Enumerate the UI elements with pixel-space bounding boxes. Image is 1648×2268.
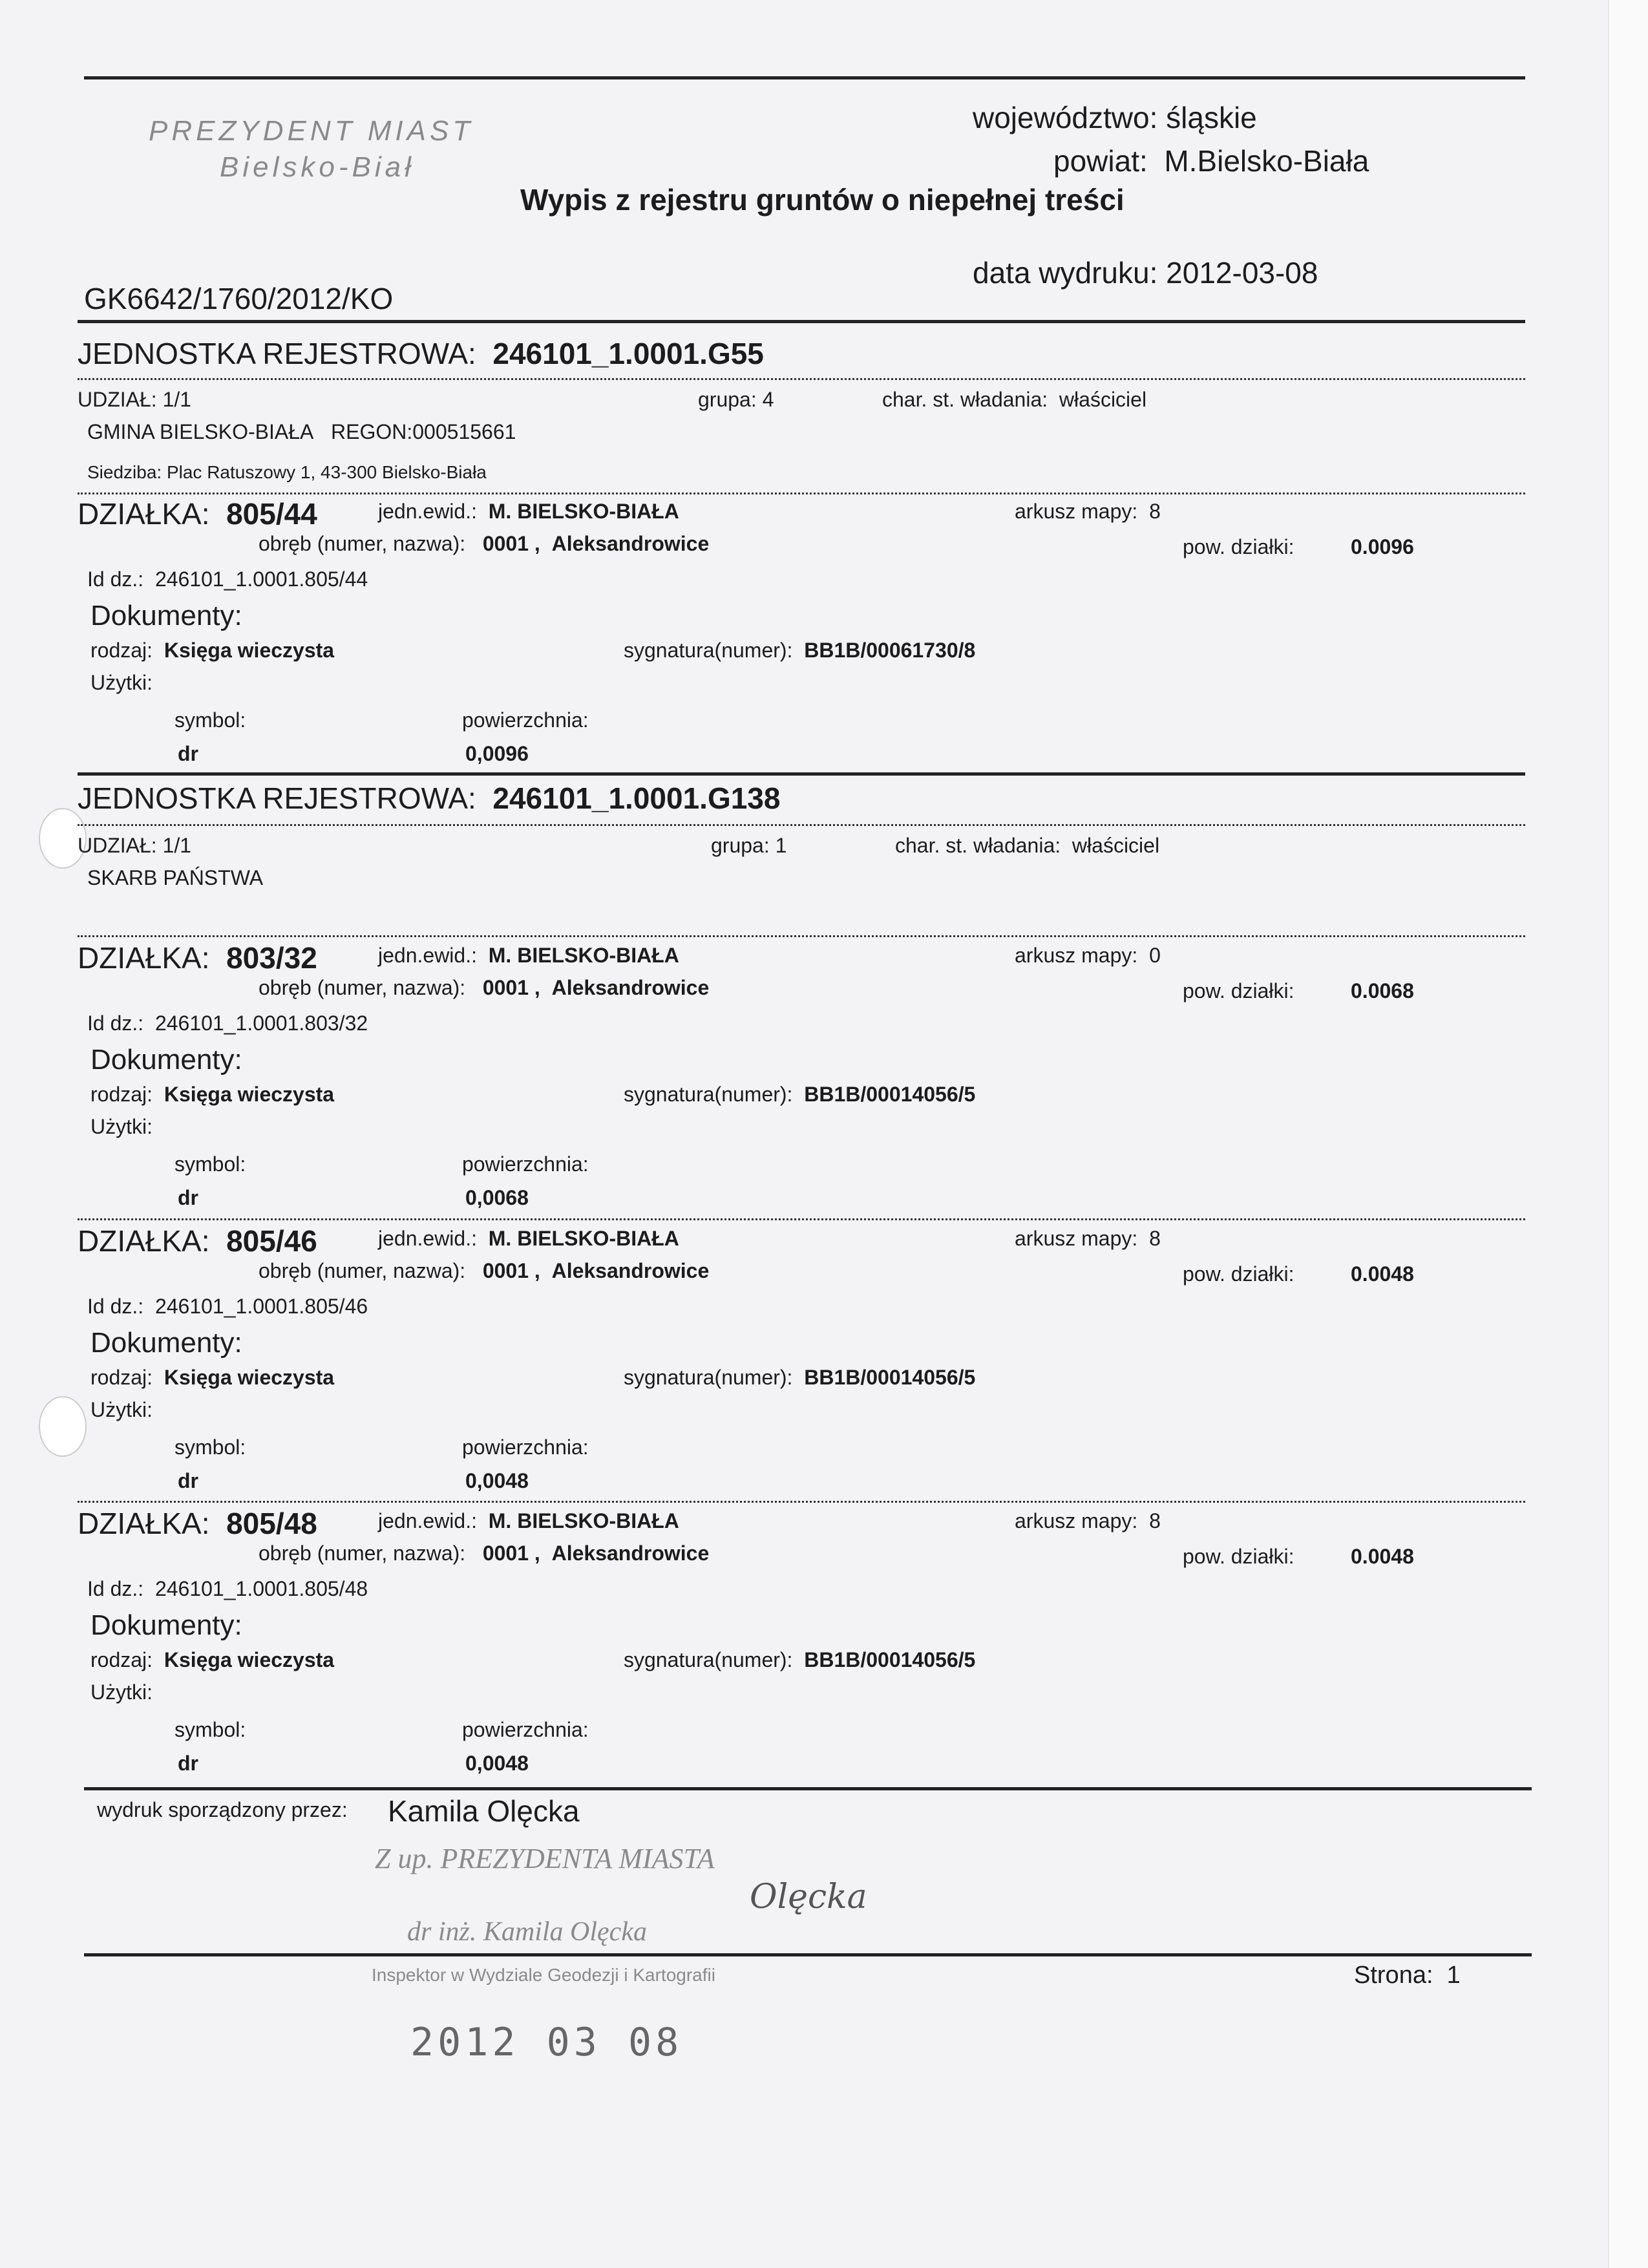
pow-dzialki: pow. działki:: [1183, 1262, 1294, 1286]
symbol-value: dr: [178, 1752, 198, 1775]
document-title: Wypis z rejestru gruntów o niepełnej treści: [520, 183, 1125, 217]
powierzchnia-value: 0,0048: [465, 1752, 529, 1775]
pow-dzialki-value: 0.0096: [1351, 535, 1414, 558]
document-signature: GK6642/1760/2012/KO: [84, 282, 394, 315]
arkusz-mapy: arkusz mapy: 8: [1015, 500, 1161, 523]
grupa: grupa: 4: [698, 388, 774, 411]
id-dzialki: Id dz.: 246101_1.0001.803/32: [87, 1012, 368, 1035]
powierzchnia-value: 0,0048: [465, 1469, 529, 1492]
dokumenty-heading: Dokumenty:: [90, 1044, 242, 1076]
powierzchnia-value: 0,0096: [465, 742, 529, 765]
footer-rule: [84, 1787, 1532, 1790]
dzialka-number: DZIAŁKA: 805/46: [78, 1224, 317, 1258]
powierzchnia-label: powierzchnia:: [462, 1152, 589, 1176]
rodzaj: rodzaj: Księga wieczysta: [90, 1648, 335, 1671]
dotted-divider: [78, 378, 1525, 380]
symbol-value: dr: [178, 1186, 198, 1209]
dzialka-number: DZIAŁKA: 805/48: [78, 1507, 317, 1540]
symbol-value: dr: [178, 1469, 198, 1492]
pow-dzialki-value: 0.0048: [1351, 1545, 1414, 1568]
arkusz-mapy: arkusz mapy: 8: [1015, 1227, 1161, 1250]
top-rule: [84, 76, 1525, 79]
id-dzialki: Id dz.: 246101_1.0001.805/46: [87, 1295, 368, 1318]
stamp-name: dr inż. Kamila Olęcka: [407, 1917, 647, 1947]
handwritten-signature: Olęcka: [750, 1878, 867, 1916]
powierzchnia-label: powierzchnia:: [462, 1718, 589, 1741]
obreb: obręb (numer, nazwa): 0001 , Aleksandrowice: [259, 1542, 710, 1565]
owner: GMINA BIELSKO-BIAŁA REGON:000515661: [87, 420, 516, 443]
owner: SKARB PAŃSTWA: [87, 866, 264, 889]
jedn-ewid: jedn.ewid.: M. BIELSKO-BIAŁA: [378, 500, 679, 523]
date-stamp: 2012 03 08: [410, 2020, 683, 2065]
pow-dzialki-value: 0.0048: [1351, 1262, 1414, 1286]
faded-stamp-line1: PREZYDENT MIAST: [149, 115, 474, 147]
udzial: UDZIAŁ: 1/1: [78, 834, 192, 857]
sygnatura: sygnatura(numer): BB1B/00014056/5: [624, 1366, 976, 1389]
powierzchnia-value: 0,0068: [465, 1186, 529, 1209]
rodzaj: rodzaj: Księga wieczysta: [90, 1083, 335, 1106]
powiat: powiat: M.Bielsko-Biała: [1053, 144, 1369, 178]
uzytki-heading: Użytki:: [90, 1680, 153, 1704]
wojewodztwo: województwo: śląskie: [973, 101, 1257, 134]
authorization-stamp: Z up. PREZYDENTA MIASTA: [375, 1843, 715, 1874]
udzial: UDZIAŁ: 1/1: [78, 388, 192, 411]
symbol-label: symbol:: [174, 1436, 246, 1459]
powierzchnia-label: powierzchnia:: [462, 1436, 589, 1459]
symbol-label: symbol:: [174, 708, 246, 732]
symbol-label: symbol:: [174, 1718, 246, 1741]
uzytki-heading: Użytki:: [90, 1115, 153, 1138]
stamp-title: Inspektor w Wydziale Geodezji i Kartografii: [372, 1965, 715, 1985]
page-number: Strona: 1: [1354, 1962, 1461, 1989]
uzytki-heading: Użytki:: [90, 1398, 153, 1421]
prepared-by-label: wydruk sporządzony przez:: [97, 1798, 348, 1821]
page-edge: [1608, 0, 1648, 2268]
dokumenty-heading: Dokumenty:: [90, 1327, 242, 1359]
rodzaj: rodzaj: Księga wieczysta: [90, 1366, 335, 1389]
rodzaj: rodzaj: Księga wieczysta: [90, 639, 335, 662]
arkusz-mapy: arkusz mapy: 0: [1015, 944, 1161, 967]
prepared-by-name: Kamila Olęcka: [388, 1794, 580, 1828]
id-dzialki: Id dz.: 246101_1.0001.805/44: [87, 567, 368, 591]
dotted-divider: [78, 1501, 1525, 1503]
symbol-label: symbol:: [174, 1152, 246, 1176]
jedn-ewid: jedn.ewid.: M. BIELSKO-BIAŁA: [378, 1227, 679, 1250]
header-rule: [78, 320, 1525, 323]
unit-rule: [78, 772, 1525, 776]
dotted-divider: [78, 824, 1525, 826]
obreb: obręb (numer, nazwa): 0001 , Aleksandrowice: [259, 976, 710, 999]
dotted-divider: [78, 935, 1525, 937]
faded-stamp: [149, 113, 474, 185]
pow-dzialki: pow. działki:: [1183, 979, 1294, 1002]
grupa: grupa: 1: [711, 834, 787, 857]
bottom-rule: [84, 1953, 1532, 1956]
arkusz-mapy: arkusz mapy: 8: [1015, 1509, 1161, 1532]
char-st-wladania: char. st. władania: właściciel: [882, 388, 1147, 411]
powierzchnia-label: powierzchnia:: [462, 708, 589, 732]
obreb: obręb (numer, nazwa): 0001 , Aleksandrowice: [259, 532, 710, 555]
pow-dzialki: pow. działki:: [1183, 1545, 1294, 1568]
uzytki-heading: Użytki:: [90, 671, 153, 694]
dokumenty-heading: Dokumenty:: [90, 1609, 242, 1641]
punch-hole: [39, 1396, 87, 1457]
dotted-divider: [78, 493, 1525, 494]
pow-dzialki: pow. działki:: [1183, 535, 1294, 558]
id-dzialki: Id dz.: 246101_1.0001.805/48: [87, 1577, 368, 1600]
dokumenty-heading: Dokumenty:: [90, 600, 242, 631]
dzialka-number: DZIAŁKA: 803/32: [78, 941, 317, 975]
jednostka-rejestrowa: JEDNOSTKA REJESTROWA: 246101_1.0001.G55: [78, 337, 764, 370]
dotted-divider: [78, 1218, 1525, 1220]
jednostka-rejestrowa: JEDNOSTKA REJESTROWA: 246101_1.0001.G138: [78, 781, 781, 815]
pow-dzialki-value: 0.0068: [1351, 979, 1414, 1002]
jedn-ewid: jedn.ewid.: M. BIELSKO-BIAŁA: [378, 1509, 679, 1532]
sygnatura: sygnatura(numer): BB1B/00014056/5: [624, 1648, 976, 1671]
siedziba: Siedziba: Plac Ratuszowy 1, 43-300 Bielsko-Biała: [87, 462, 487, 482]
sygnatura: sygnatura(numer): BB1B/00061730/8: [624, 639, 976, 662]
sygnatura: sygnatura(numer): BB1B/00014056/5: [624, 1083, 976, 1106]
data-wydruku: data wydruku: 2012-03-08: [973, 256, 1318, 290]
jedn-ewid: jedn.ewid.: M. BIELSKO-BIAŁA: [378, 944, 679, 967]
faded-stamp-line2: Bielsko-Biał: [220, 151, 415, 183]
obreb: obręb (numer, nazwa): 0001 , Aleksandrowice: [259, 1259, 710, 1282]
symbol-value: dr: [178, 742, 198, 765]
dzialka-number: DZIAŁKA: 805/44: [78, 497, 317, 531]
char-st-wladania: char. st. władania: właściciel: [895, 834, 1160, 857]
